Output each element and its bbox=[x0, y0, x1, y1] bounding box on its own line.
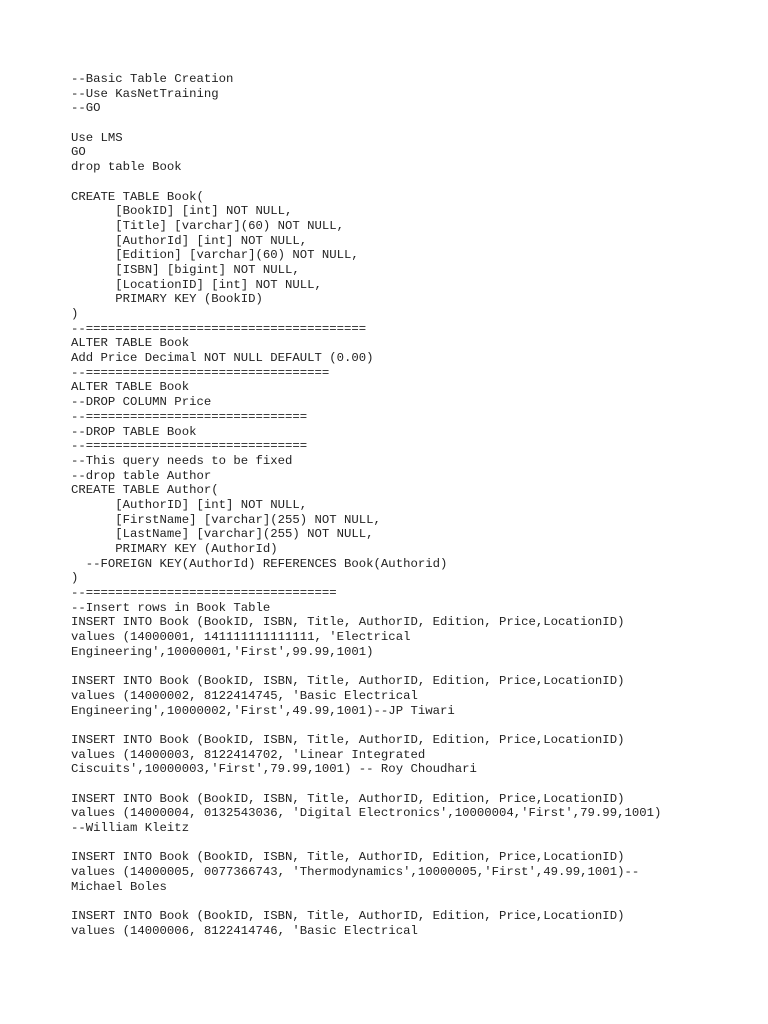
code-line: CREATE TABLE Author( bbox=[71, 483, 219, 498]
code-line: --DROP COLUMN Price bbox=[71, 395, 212, 410]
code-line bbox=[71, 116, 751, 131]
code-line: INSERT INTO Book (BookID, ISBN, Title, AuthorID, Edition, Price,LocationID) bbox=[71, 791, 625, 806]
code-line: PRIMARY KEY (AuthorId) bbox=[71, 542, 278, 556]
code-line bbox=[71, 660, 751, 675]
code-line bbox=[71, 718, 751, 733]
code-line: [Edition] [varchar](60) NOT NULL, bbox=[71, 248, 359, 263]
code-line: [AuthorId] [int] NOT NULL, bbox=[71, 233, 308, 248]
code-line bbox=[71, 175, 751, 190]
code-line: Use LMS bbox=[71, 130, 123, 145]
code-line: --============================== bbox=[71, 439, 308, 454]
code-line: INSERT INTO Book (BookID, ISBN, Title, AuthorID, Edition, Price,LocationID) bbox=[71, 909, 625, 924]
code-line: ALTER TABLE Book bbox=[71, 336, 190, 351]
code-line: --This query needs to be fixed bbox=[71, 453, 293, 468]
code-line: values (14000006, 8122414746, 'Basic Electrical bbox=[71, 923, 418, 938]
code-line: values (14000002, 8122414745, 'Basic Electrical bbox=[71, 688, 418, 703]
code-line: PRIMARY KEY (BookID) bbox=[71, 292, 263, 307]
code-line: [ISBN] [bigint] NOT NULL, bbox=[71, 262, 300, 277]
code-line: --================================= bbox=[71, 365, 330, 380]
code-line: ALTER TABLE Book bbox=[71, 380, 190, 395]
code-line: --============================== bbox=[71, 409, 308, 424]
code-line: drop table Book bbox=[71, 160, 182, 175]
code-line: --drop table Author bbox=[71, 468, 212, 483]
code-line: --================================== bbox=[71, 586, 337, 601]
code-line: values (14000001, 141111111111111, 'Electrical bbox=[71, 630, 411, 645]
code-line: Add Price Decimal NOT NULL DEFAULT (0.00) bbox=[71, 351, 374, 366]
code-line: GO bbox=[71, 145, 86, 160]
code-line bbox=[71, 836, 751, 851]
code-line: INSERT INTO Book (BookID, ISBN, Title, AuthorID, Edition, Price,LocationID) bbox=[71, 850, 625, 865]
code-line: [LastName] [varchar](255) NOT NULL, bbox=[71, 527, 374, 542]
code-line: ) bbox=[71, 307, 79, 321]
code-line bbox=[71, 895, 751, 910]
code-line bbox=[71, 777, 751, 792]
code-line: INSERT INTO Book (BookID, ISBN, Title, AuthorID, Edition, Price,LocationID) bbox=[71, 674, 625, 689]
code-line: [FirstName] [varchar](255) NOT NULL, bbox=[71, 512, 381, 527]
sql-code-block bbox=[71, 72, 751, 953]
code-line: Engineering',10000001,'First',99.99,1001) bbox=[71, 644, 374, 659]
code-line: --Insert rows in Book Table bbox=[71, 600, 271, 615]
code-line: --GO bbox=[71, 101, 101, 116]
code-line: INSERT INTO Book (BookID, ISBN, Title, AuthorID, Edition, Price,LocationID) bbox=[71, 615, 625, 630]
code-line: Ciscuits',10000003,'First',79.99,1001) -- Roy Choudhari bbox=[71, 762, 477, 777]
code-line: --====================================== bbox=[71, 321, 367, 336]
code-line bbox=[71, 939, 751, 954]
code-line: INSERT INTO Book (BookID, ISBN, Title, AuthorID, Edition, Price,LocationID) bbox=[71, 732, 625, 747]
code-line: --Basic Table Creation bbox=[71, 72, 234, 86]
code-line: --Use KasNetTraining bbox=[71, 86, 219, 101]
code-line: [BookID] [int] NOT NULL, bbox=[71, 204, 293, 219]
code-line: --William Kleitz bbox=[71, 821, 190, 836]
code-line: [LocationID] [int] NOT NULL, bbox=[71, 277, 322, 292]
code-line: values (14000004, 0132543036, 'Digital Electronics',10000004,'First',79.99,1001) bbox=[71, 806, 662, 821]
code-line: --DROP TABLE Book bbox=[71, 424, 197, 439]
code-line: values (14000003, 8122414702, 'Linear Integrated bbox=[71, 747, 426, 762]
code-line: Engineering',10000002,'First',49.99,1001)--JP Tiwari bbox=[71, 703, 455, 718]
code-line: --FOREIGN KEY(AuthorId) REFERENCES Book(Authorid) bbox=[71, 556, 448, 571]
code-line: ) bbox=[71, 571, 79, 586]
code-line: Michael Boles bbox=[71, 879, 167, 894]
code-line: CREATE TABLE Book( bbox=[71, 189, 204, 204]
code-line: [AuthorID] [int] NOT NULL, bbox=[71, 497, 308, 512]
code-line: [Title] [varchar](60) NOT NULL, bbox=[71, 218, 345, 233]
code-line: values (14000005, 0077366743, 'Thermodynamics',10000005,'First',49.99,1001)-- bbox=[71, 865, 640, 880]
